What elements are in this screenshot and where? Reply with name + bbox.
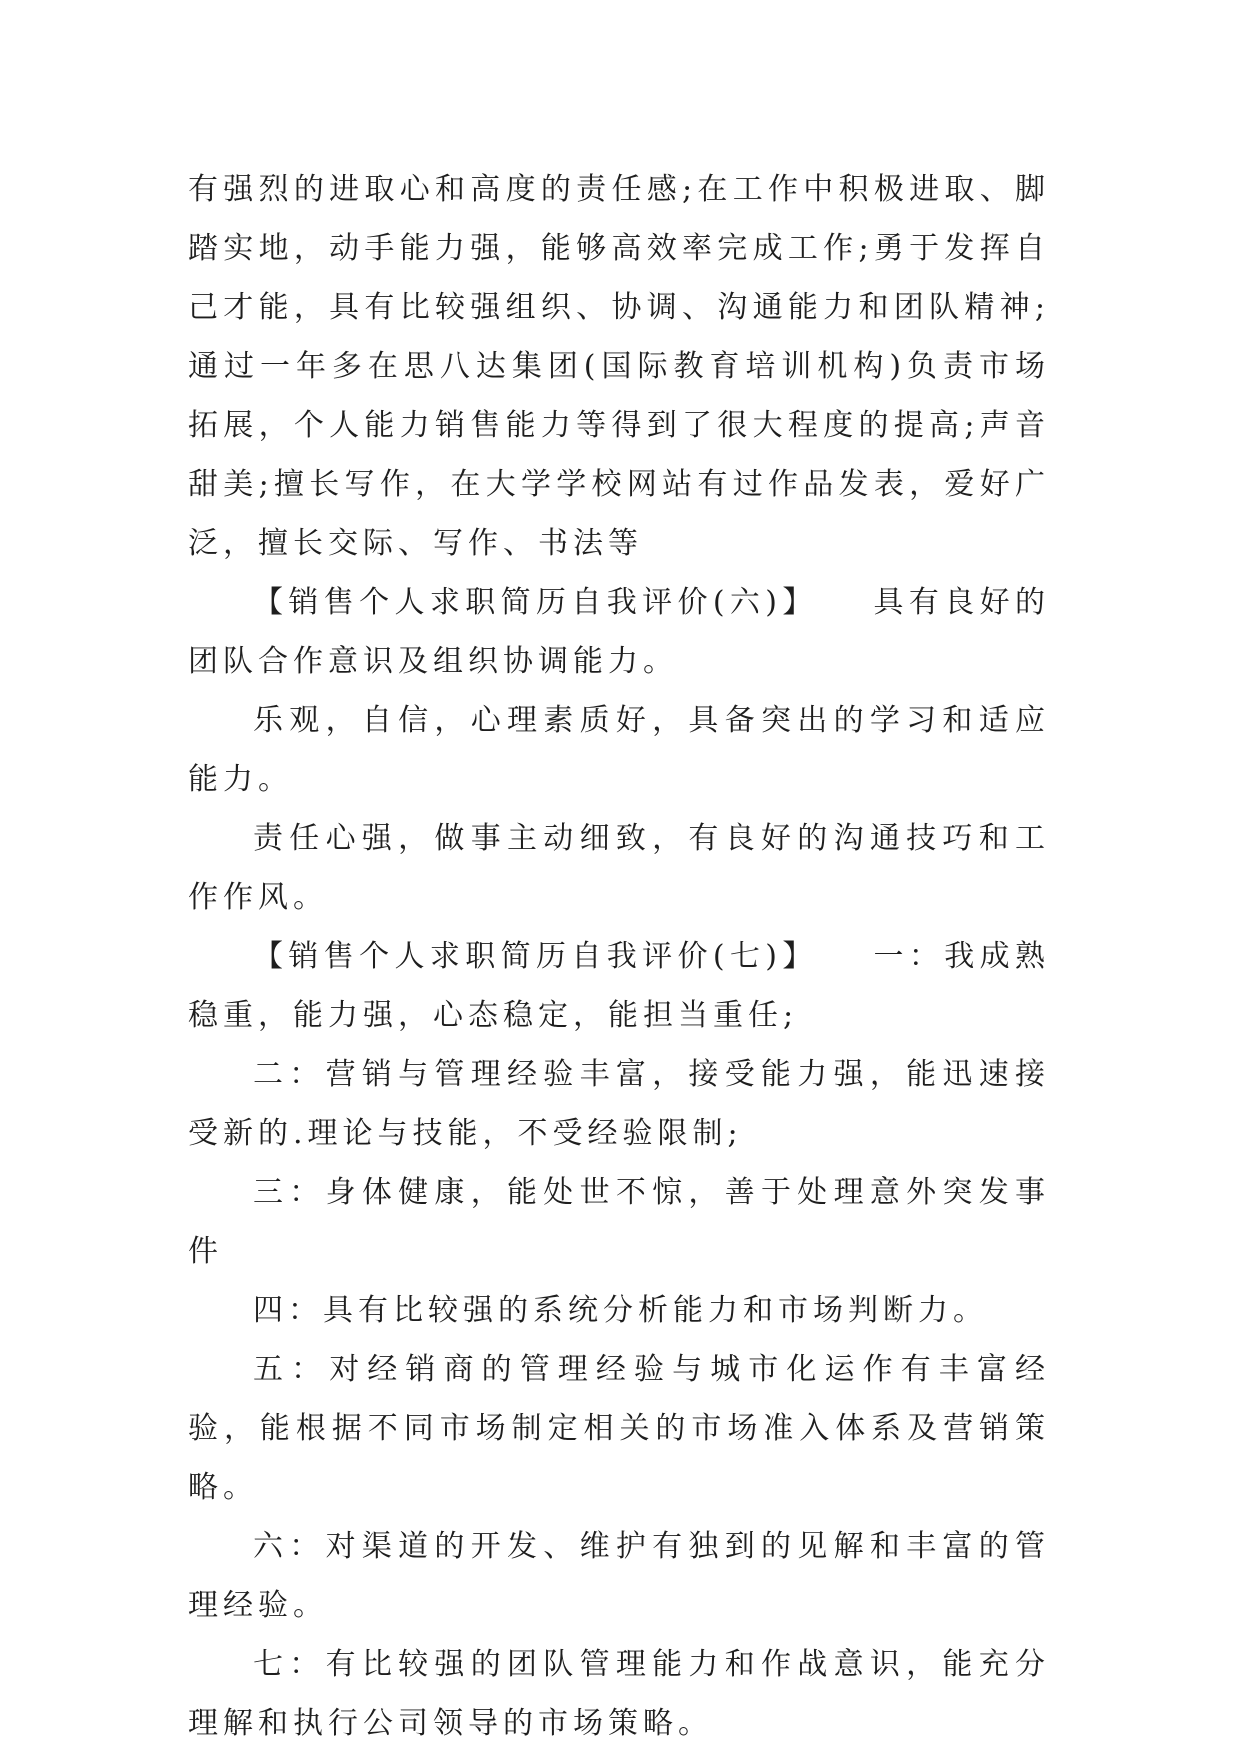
paragraph-item-seven: 七：有比较强的团队管理能力和作战意识，能充分理解和执行公司领导的市场策略。 xyxy=(188,1647,1050,1741)
paragraph-item-five: 五：对经销商的管理经验与城市化运作有丰富经验，能根据不同市场制定相关的市场准入体系及营销策略。 xyxy=(188,1352,1050,1505)
paragraph-section-seven-heading: 【销售个人求职简历自我评价(七)】 一：我成熟稳重，能力强，心态稳定，能担当重任; xyxy=(188,939,1050,1033)
paragraph-item-six: 六：对渠道的开发、维护有独到的见解和丰富的管理经验。 xyxy=(188,1529,1050,1623)
paragraph-responsibility: 责任心强，做事主动细致，有良好的沟通技巧和工作作风。 xyxy=(188,821,1050,915)
document-body xyxy=(188,160,1050,1753)
paragraph-item-two: 二：营销与管理经验丰富，接受能力强，能迅速接受新的.理论与技能，不受经验限制; xyxy=(188,1057,1050,1151)
paragraph-item-four: 四：具有比较强的系统分析能力和市场判断力。 xyxy=(253,1293,988,1328)
paragraph-item-three: 三：身体健康，能处世不惊，善于处理意外突发事件 xyxy=(188,1175,1050,1269)
paragraph-section-six-heading: 【销售个人求职简历自我评价(六)】 具有良好的团队合作意识及组织协调能力。 xyxy=(188,585,1050,679)
paragraph-optimistic: 乐观，自信，心理素质好，具备突出的学习和适应能力。 xyxy=(188,703,1050,797)
paragraph-intro: 有强烈的进取心和高度的责任感;在工作中积极进取、脚踏实地，动手能力强，能够高效率完成工作;勇于发挥自己才能，具有比较强组织、协调、沟通能力和团队精神;通过一年多在思八达集团(国际教育培训机构)负责市场拓展，个人能力销售能力等得到了很大程度的提高;声音甜美;擅长写作，在大学学校网站有过作品发表，爱好广泛，擅长交际、写作、书法等 xyxy=(188,172,1050,561)
